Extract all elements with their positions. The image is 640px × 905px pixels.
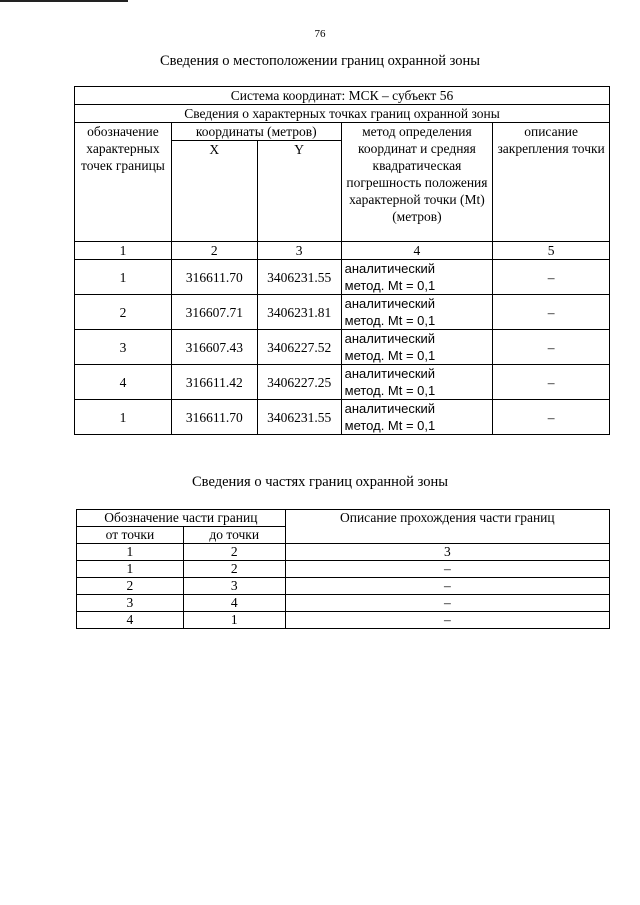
col-number: 1 <box>77 544 184 561</box>
col-x-header: X <box>171 141 257 242</box>
table-row <box>77 578 610 595</box>
coordinate-system-cell: Система координат: МСК – субъект 56 <box>75 87 610 105</box>
x-cell: 316607.43 <box>171 330 257 365</box>
col-number: 2 <box>183 544 285 561</box>
method-line: аналитический <box>344 366 436 381</box>
point-id-cell: 3 <box>75 330 172 365</box>
method-cell <box>341 260 493 295</box>
top-rule <box>0 0 128 2</box>
y-cell: 3406231.55 <box>257 400 341 435</box>
col-from-header: от точки <box>77 527 184 544</box>
x-cell: 316607.71 <box>171 295 257 330</box>
header-row <box>77 510 610 527</box>
boundary-points-table <box>74 86 610 435</box>
method-line: метод. Mt = 0,1 <box>344 278 436 293</box>
from-cell: 3 <box>77 595 184 612</box>
section2-title: Сведения о частях границ охранной зоны <box>192 474 448 490</box>
table-row <box>75 400 610 435</box>
col-desc-header: описание закрепления точки <box>493 123 610 242</box>
from-cell: 4 <box>77 612 184 629</box>
method-cell <box>341 365 493 400</box>
col-to-header: до точки <box>183 527 285 544</box>
to-cell: 2 <box>183 561 285 578</box>
subheader-row <box>75 105 610 123</box>
col-number: 5 <box>493 242 610 260</box>
y-cell: 3406231.81 <box>257 295 341 330</box>
table-row <box>75 330 610 365</box>
table-row <box>75 260 610 295</box>
y-cell: 3406227.52 <box>257 330 341 365</box>
table-row <box>75 295 610 330</box>
desc-cell: – <box>493 260 610 295</box>
route-cell: – <box>285 578 609 595</box>
point-id-cell: 2 <box>75 295 172 330</box>
method-line: аналитический <box>344 261 436 276</box>
boundary-parts-table <box>76 509 610 629</box>
section1-title: Сведения о местоположении границ охранной зоны <box>159 53 480 69</box>
points-subheader-cell: Сведения о характерных точках границ охранной зоны <box>75 105 610 123</box>
to-cell: 3 <box>183 578 285 595</box>
method-line: метод. Mt = 0,1 <box>344 348 436 363</box>
point-id-cell: 1 <box>75 400 172 435</box>
method-line: метод. Mt = 0,1 <box>344 383 436 398</box>
col-number: 3 <box>285 544 609 561</box>
y-cell: 3406231.55 <box>257 260 341 295</box>
x-cell: 316611.70 <box>171 260 257 295</box>
col-number: 1 <box>75 242 172 260</box>
col-coords-header: координаты (метров) <box>171 123 341 141</box>
method-line: аналитический <box>344 401 436 416</box>
method-line: метод. Mt = 0,1 <box>344 313 436 328</box>
col-point-header: обозначение характерных точек границы <box>75 123 172 242</box>
point-id-cell: 1 <box>75 260 172 295</box>
column-numbers-row <box>77 544 610 561</box>
x-cell: 316611.42 <box>171 365 257 400</box>
column-numbers-row <box>75 242 610 260</box>
header-row <box>75 123 610 141</box>
system-row <box>75 87 610 105</box>
method-cell <box>341 400 493 435</box>
page-number: 76 <box>314 28 326 40</box>
to-cell: 1 <box>183 612 285 629</box>
desc-cell: – <box>493 295 610 330</box>
point-id-cell: 4 <box>75 365 172 400</box>
method-line: метод. Mt = 0,1 <box>344 418 436 433</box>
table-row <box>77 561 610 578</box>
col-part-header: Обозначение части границ <box>77 510 286 527</box>
col-number: 3 <box>257 242 341 260</box>
y-cell: 3406227.25 <box>257 365 341 400</box>
desc-cell: – <box>493 330 610 365</box>
desc-cell: – <box>493 400 610 435</box>
table-row <box>77 595 610 612</box>
table-row <box>77 612 610 629</box>
col-number: 2 <box>171 242 257 260</box>
route-cell: – <box>285 595 609 612</box>
method-line: аналитический <box>344 296 436 311</box>
desc-cell: – <box>493 365 610 400</box>
col-route-header: Описание прохождения части границ <box>285 510 609 544</box>
from-cell: 2 <box>77 578 184 595</box>
route-cell: – <box>285 561 609 578</box>
route-cell: – <box>285 612 609 629</box>
method-cell <box>341 330 493 365</box>
method-line: аналитический <box>344 331 436 346</box>
table-row <box>75 365 610 400</box>
from-cell: 1 <box>77 561 184 578</box>
method-cell <box>341 295 493 330</box>
col-y-header: Y <box>257 141 341 242</box>
col-number: 4 <box>341 242 493 260</box>
col-method-header: метод определения координат и средняя квадратическая погрешность положения характерной точки (Mt) (метров) <box>341 123 493 242</box>
to-cell: 4 <box>183 595 285 612</box>
x-cell: 316611.70 <box>171 400 257 435</box>
